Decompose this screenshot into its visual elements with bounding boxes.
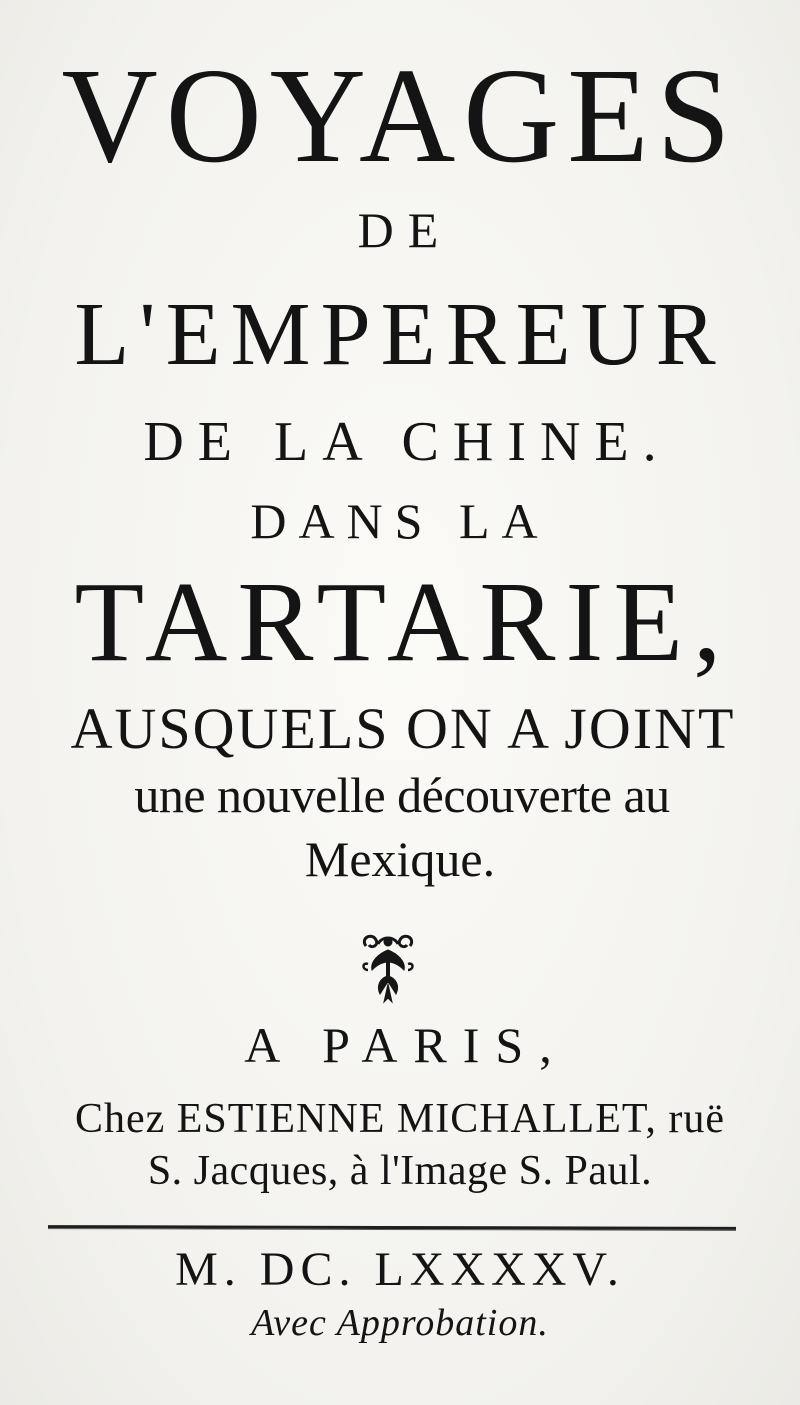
floral-ornament-icon xyxy=(356,932,420,1004)
imprint-date: M. DC. LXXXXV. xyxy=(175,1243,625,1296)
imprint-approbation: Avec Approbation. xyxy=(251,1302,549,1344)
title-de: DE xyxy=(357,202,453,258)
title-de-la-chine: DE LA CHINE. xyxy=(143,411,671,473)
imprint-printer: Chez ESTIENNE MICHALLET, ruë xyxy=(74,1096,726,1142)
title-empereur: L'EMPEREUR xyxy=(74,285,726,384)
imprint-a-paris: A PARIS, xyxy=(244,1017,568,1073)
subtitle-mexique: Mexique. xyxy=(304,831,496,887)
subtitle-nouvelle-decouverte: une nouvelle découverte au xyxy=(134,767,670,823)
title-voyages: VOYAGES xyxy=(61,41,739,191)
divider-rule xyxy=(48,1225,736,1231)
imprint-address: S. Jacques, à l'Image S. Paul. xyxy=(147,1148,653,1194)
title-dans-la: DANS LA xyxy=(250,493,550,549)
title-tartarie: TARTARIE, xyxy=(74,558,732,685)
subtitle-ausquels: AUSQUELS ON A JOINT xyxy=(70,696,736,761)
